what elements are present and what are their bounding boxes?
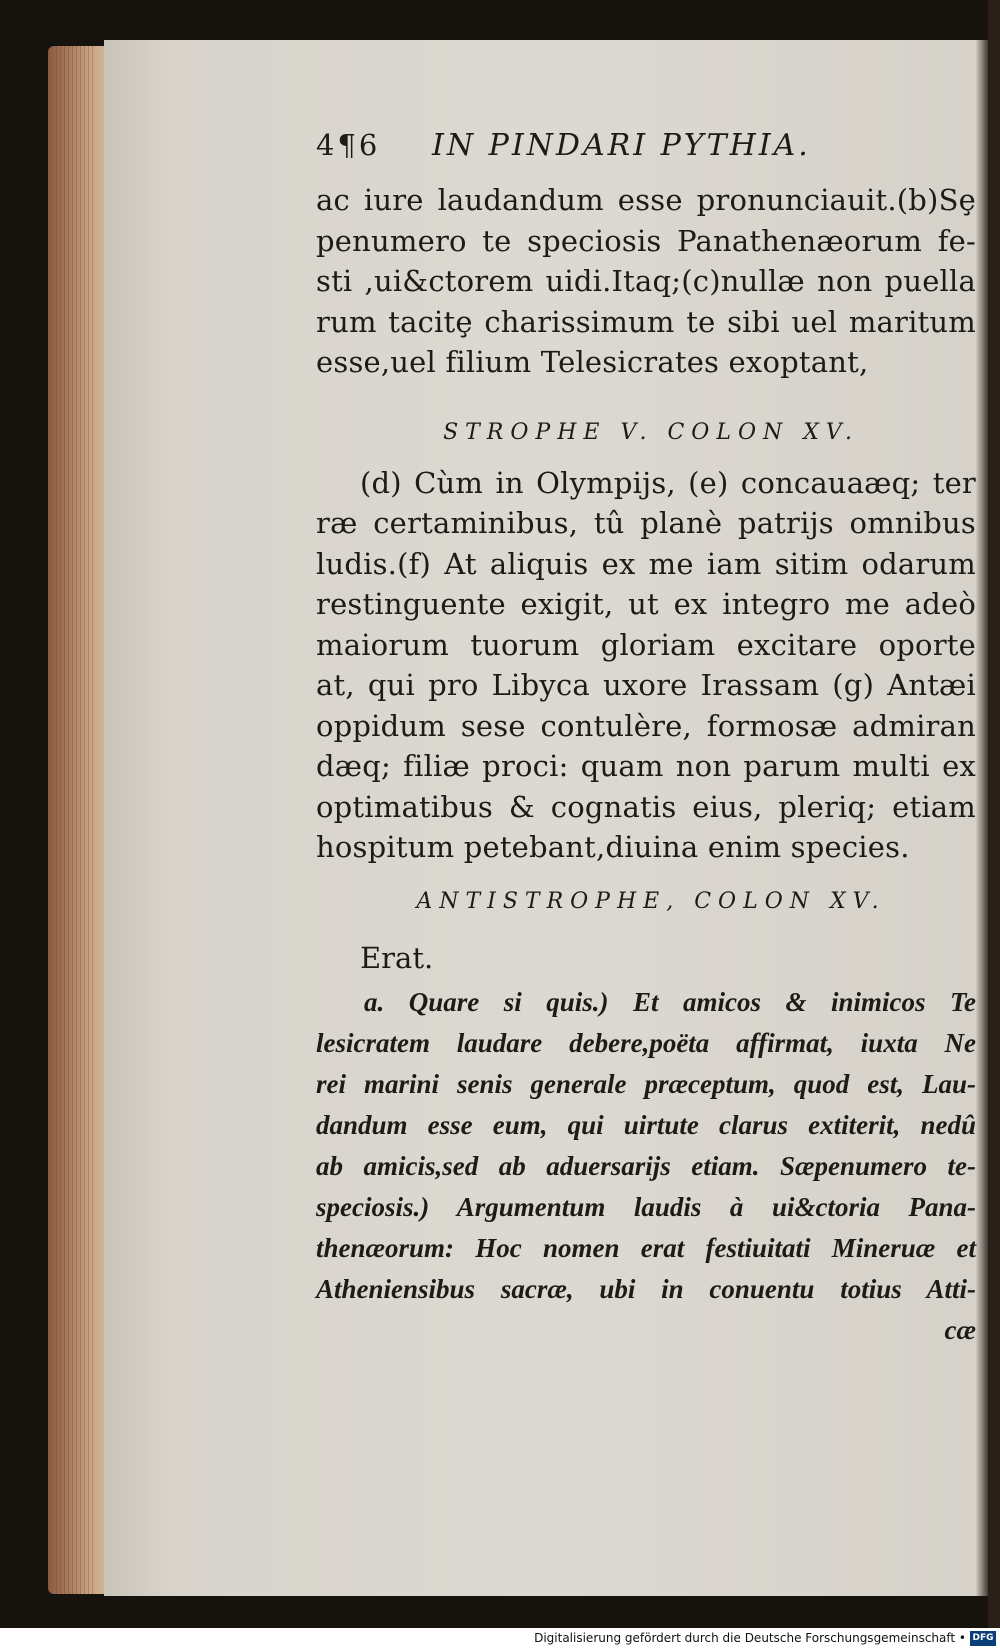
text-line: ræ certaminibus, tû planè patrijs omnibus [316, 506, 976, 540]
text-line: ac iure laudandum esse pronunciauit.(b)Sȩ [316, 183, 976, 217]
note-line: a. Quare si quis.) Et amicos & inimicos Te [364, 986, 976, 1017]
main-paragraph-2 [316, 463, 976, 868]
commentary-notes [316, 982, 976, 1351]
footer-bar [0, 1628, 1000, 1650]
book-cover-edge [988, 0, 1000, 1650]
running-head [316, 128, 976, 180]
note-line: lesicratem laudare debere,poëta affirmat, iuxta Ne [316, 1027, 976, 1058]
dfg-logo: DFG [970, 1631, 996, 1646]
note-line: thenæorum: Hoc nomen erat festiuitati Mineruæ et [316, 1232, 976, 1263]
funding-credit: Digitalisierung gefördert durch die Deutsche Forschungsgemeinschaft • [534, 1631, 966, 1645]
text-line: ludis.(f) At aliquis ex me iam sitim odarum [316, 546, 976, 581]
erat-line: Erat. [360, 940, 434, 975]
catchword: cæ [944, 1314, 976, 1345]
text-line: penumero te speciosis Panathenæorum fe- [316, 223, 976, 258]
text-block [316, 128, 976, 1351]
text-line: dæq; filiæ proci: quam non parum multi ex [316, 749, 976, 783]
text-line: (d) Cùm in Olympijs, (e) concauaæq; ter [360, 465, 976, 500]
text-line: hospitum petebant,diuina enim species. [316, 830, 910, 864]
note-line: dandum esse eum, qui uirtute clarus extiterit, nedû [316, 1109, 976, 1140]
text-line: restinguente exigit, ut ex integro me adeò [316, 587, 976, 621]
strophe-heading: STROPHE V. COLON XV. [443, 419, 859, 445]
text-line: rum tacitȩ charissimum te sibi uel maritum [316, 304, 976, 339]
note-line: speciosis.) Argumentum laudis à ui&ctoria Pana- [316, 1191, 976, 1222]
page-number: 4¶6 [316, 128, 381, 162]
text-line: esse,uel filium Telesicrates exoptant, [316, 345, 869, 379]
text-line: at, qui pro Libyca uxore Irassam (g) Antæi [316, 668, 976, 702]
note-line: rei marini senis generale præceptum, quod est, Lau- [316, 1068, 976, 1099]
antistrophe-heading: ANTISTROPHE, COLON XV. [416, 888, 886, 914]
text-line: sti ,ui&ctorem uidi.Itaq;(c)nullæ non puella [316, 264, 976, 298]
main-paragraph-1 [316, 180, 976, 383]
running-head-title: IN PINDARI PYTHIA. [432, 128, 811, 163]
note-line: ab amicis,sed ab aduersarijs etiam. Sæpenumero te- [316, 1150, 976, 1181]
text-line: optimatibus & cognatis eius, pleriq; etiam [316, 789, 976, 824]
text-line: maiorum tuorum gloriam excitare oporte [316, 627, 976, 662]
note-line: Atheniensibus sacræ, ubi in conuentu totius Atti- [316, 1273, 976, 1304]
text-line: oppidum sese contulère, formosæ admiran [316, 708, 976, 743]
